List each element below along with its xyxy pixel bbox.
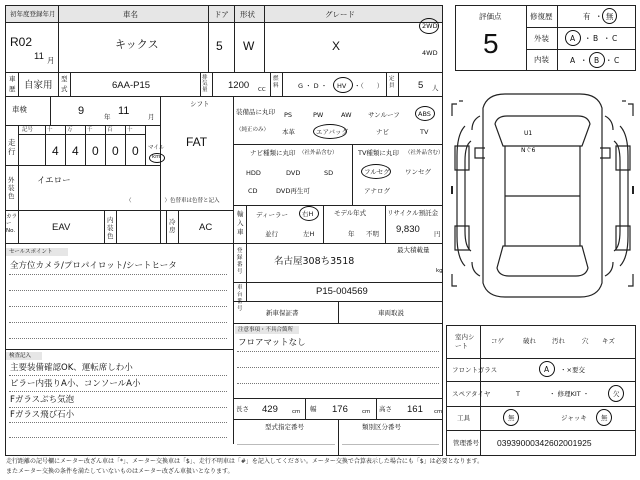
- glass-other: ・×要交: [560, 366, 585, 374]
- use-label-b: 歴: [9, 85, 16, 93]
- exterior-grade-label: 外装: [534, 34, 549, 43]
- interior-grade-b: B: [594, 56, 600, 65]
- import-left-hand: 左H: [303, 230, 315, 238]
- length-value: 429: [262, 404, 278, 415]
- equip-aw: AW: [341, 111, 352, 119]
- ac-label: 冷房: [169, 218, 176, 234]
- mileage-digit: 0: [112, 144, 119, 158]
- mileage-digit-label: 千: [87, 127, 93, 133]
- reg-month-value: 11: [34, 51, 44, 62]
- navi-subtitle: （社外品含む）: [299, 150, 338, 156]
- mileage-digit: 4: [52, 144, 59, 158]
- equipment-title: 装備品に丸印: [236, 108, 275, 116]
- equipment-subtitle: （純正のみ）: [236, 127, 270, 133]
- color-code-label: カラーNo.: [6, 214, 18, 234]
- equip-ps: PS: [284, 111, 293, 119]
- interior-grade-c: C: [614, 56, 620, 65]
- spare-repair-kit: ・ 修理KIT ・: [549, 390, 590, 398]
- interior-grade-label: 内装: [534, 55, 549, 64]
- displacement-value: 1200: [228, 80, 250, 91]
- mileage-label: 走行: [8, 138, 16, 156]
- doors-value: 5: [216, 39, 223, 53]
- navi-hdd: HDD: [246, 169, 261, 177]
- length-unit: cm: [292, 409, 301, 415]
- capacity-unit: 人: [432, 84, 439, 92]
- navi-cd: CD: [248, 187, 258, 195]
- mileage-digit: 0: [132, 144, 139, 158]
- fuel-selected: HV: [337, 82, 347, 90]
- capacity-value: 5: [418, 80, 424, 91]
- mileage-digit: 0: [92, 144, 99, 158]
- inspector-line-2: ピラー内張りA小、コンソールA小: [10, 379, 141, 389]
- chassis-label: 車台番号: [237, 285, 243, 312]
- car-name-value: キックス: [115, 39, 159, 51]
- mileage-digit-label: 十: [47, 127, 53, 133]
- mileage-digit-label: 十: [127, 127, 133, 133]
- seat-dirt: 汚れ: [552, 337, 565, 345]
- exterior-grade-a: A: [570, 34, 576, 43]
- inspection-year-unit: 年: [104, 113, 111, 121]
- mileage-digit-label: 万: [67, 127, 73, 133]
- navi-dvd-play: DVD再生可: [276, 187, 310, 195]
- max-load-unit: kg: [436, 268, 443, 274]
- reg-no-label: 登録番号: [237, 248, 243, 275]
- diagram-label-n6: Nぐ6: [521, 147, 536, 154]
- exterior-grade-b: B: [593, 34, 599, 43]
- tv-title: TV種類に丸印: [358, 149, 399, 157]
- tools-value: 無: [508, 414, 515, 422]
- mileage-digit-label: 記号: [22, 127, 34, 133]
- fuel-label: 燃料: [273, 76, 279, 89]
- equip-navi: ナビ: [376, 128, 389, 136]
- model-label-b: 式: [61, 85, 68, 93]
- height-unit: cm: [434, 409, 443, 415]
- capacity-label: 定員: [389, 76, 395, 89]
- reg-year-label: 初年度登録年月: [10, 10, 56, 18]
- glass-label: フロントガラス: [452, 366, 498, 374]
- width-value: 176: [332, 404, 348, 415]
- interior-grade-a: A: [570, 56, 576, 65]
- sales-point-text: 全方位カメラ/プロパイロット/シートヒータ: [10, 261, 177, 271]
- recycle-unit: 円: [434, 230, 441, 238]
- inspection-month-unit: 月: [148, 113, 155, 121]
- color-value: イエロー: [37, 176, 71, 186]
- model-year-year: 年: [348, 230, 355, 238]
- navi-dvd: DVD: [286, 169, 301, 177]
- model-year-unknown: 不明: [366, 230, 379, 238]
- tv-oneseg: ワンセグ: [405, 168, 431, 176]
- tv-analog: アナログ: [364, 187, 390, 195]
- mileage-unit-mile: マイル: [148, 145, 165, 151]
- shape-label: 形状: [240, 10, 255, 19]
- max-load-label: 最大積載量: [397, 246, 430, 254]
- reg-year-value: R02: [10, 35, 33, 49]
- import-parallel: 並行: [265, 230, 278, 238]
- inspection-year: 9: [78, 105, 85, 117]
- score-label: 評価点: [479, 12, 502, 21]
- equip-abs: ABS: [418, 110, 431, 118]
- equip-pw: PW: [313, 111, 324, 119]
- inspector-line-4: Fガラス飛び石小: [10, 410, 75, 420]
- mileage-unit-km: km: [152, 154, 161, 160]
- use-label-a: 車: [9, 75, 16, 83]
- seat-hole: 穴: [582, 337, 589, 345]
- mileage-digit-label: 百: [107, 127, 113, 133]
- use-value: 自家用: [24, 80, 53, 91]
- inspection-label: 車検: [12, 105, 27, 114]
- height-value: 161: [407, 404, 423, 415]
- management-value: 03939000342602001925: [497, 438, 592, 448]
- import-dealer: ディーラー: [256, 211, 288, 219]
- drive-2wd: 2WD: [422, 22, 438, 30]
- width-unit: cm: [362, 409, 371, 415]
- type-label: 型式指定番号: [265, 423, 304, 431]
- seat-scratch: キズ: [602, 337, 615, 345]
- jack-label: ジャッキ: [561, 414, 587, 422]
- equip-sunroof: サンルーフ: [368, 111, 400, 119]
- repair-no: 無: [606, 12, 614, 21]
- inspection-month: 11: [118, 105, 130, 117]
- ac-value: AC: [199, 222, 213, 233]
- class-label: 類別区分番号: [362, 423, 401, 431]
- warranty-manual: 車両取説: [378, 309, 404, 317]
- fuel-options: G ・ D ・: [298, 82, 328, 90]
- spare-none: 欠: [613, 390, 620, 398]
- jack-value: 無: [601, 414, 608, 422]
- recycle-value: 9,830: [396, 224, 420, 235]
- navi-title: ナビ種類に丸印: [250, 149, 296, 157]
- shift-value: FAT: [186, 135, 208, 149]
- car-damage-diagram: [445, 86, 640, 326]
- notes-text: フロアマットなし: [238, 338, 306, 348]
- glass-selected: A: [544, 365, 550, 374]
- chassis-value: P15-004569: [316, 286, 368, 297]
- notes-label: 注意事項・不具合箇所: [238, 327, 294, 333]
- color-code-value: EAV: [52, 222, 71, 233]
- navi-sd: SD: [324, 169, 334, 177]
- width-label: 幅: [310, 405, 317, 413]
- grade-value: X: [332, 39, 341, 53]
- reg-no-value: 名古屋308ち3518: [274, 256, 355, 267]
- recycle-label: リサイクル預託金: [387, 209, 439, 217]
- reg-month-unit: 月: [47, 56, 55, 65]
- tv-subtitle: （社外品含む）: [405, 150, 444, 156]
- model-label-a: 型: [61, 75, 68, 83]
- drive-4wd: 4WD: [422, 49, 438, 57]
- footer-line-1: 走行距離の記号欄にメーター改ざん車は「*」、メーター交換車は「$」、走行不明車は「#」を記入してください。メーター交換で合算表示した場合にも「$」は必要となります。: [6, 458, 484, 465]
- shape-value: W: [243, 39, 255, 53]
- height-label: 高さ: [379, 405, 392, 413]
- warranty-new-car: 新車保証書: [266, 309, 299, 317]
- model-value: 6AA-P15: [112, 80, 151, 91]
- score-value: 5: [483, 28, 499, 59]
- equip-tv: TV: [420, 128, 429, 136]
- seat-tear: 破れ: [523, 337, 536, 345]
- mileage-digit: 4: [72, 144, 79, 158]
- tv-fullseg: フルセグ: [364, 168, 390, 176]
- inspector-line-3: Fガラスぶち気泡: [10, 395, 75, 405]
- spare-label: スペアタイヤ: [452, 390, 491, 398]
- sales-point-label: セールスポイント: [9, 249, 53, 255]
- interior-seat-label: 室内シート: [455, 333, 475, 350]
- footer-line-2: またメーター交換の条件を満たしていないものはメーター改ざん車扱いとなります。: [6, 468, 234, 475]
- repair-yes: 有: [583, 12, 591, 21]
- equip-airbag: エアバッグ: [316, 128, 348, 136]
- fuel-other: ・（ ）: [354, 82, 384, 90]
- equip-leather: 本革: [282, 128, 295, 136]
- grade-label: グレード: [325, 10, 355, 19]
- car-name-label: 車名: [123, 10, 138, 19]
- seat-burn: コゲ: [491, 337, 504, 345]
- displacement-label: 排気量: [202, 75, 208, 93]
- length-label: 長さ: [236, 405, 249, 413]
- diagram-label-u1: U1: [524, 130, 533, 137]
- model-year-label: モデル年式: [334, 209, 367, 217]
- shift-label: シフト: [190, 100, 210, 108]
- import-label: 輸入車: [237, 210, 244, 236]
- spare-t: T: [516, 390, 520, 398]
- management-label: 管理番号: [453, 439, 479, 447]
- displacement-unit: CC: [258, 87, 266, 93]
- repair-label: 修復歴: [530, 12, 553, 21]
- import-right-hand: 右H: [302, 210, 314, 218]
- exterior-color-label: 外装色: [8, 176, 15, 200]
- interior-color-label: 内装色: [107, 216, 114, 240]
- exterior-grade-c: C: [612, 34, 618, 43]
- inspector-line-1: 主要装備確認OK、運転席しわ小: [10, 363, 133, 373]
- inspector-label: 検査記入: [9, 353, 32, 359]
- doors-label: ドア: [214, 10, 229, 19]
- color-note: （ ）色替車は色替と記入: [126, 198, 220, 204]
- tools-label: 工具: [457, 414, 470, 422]
